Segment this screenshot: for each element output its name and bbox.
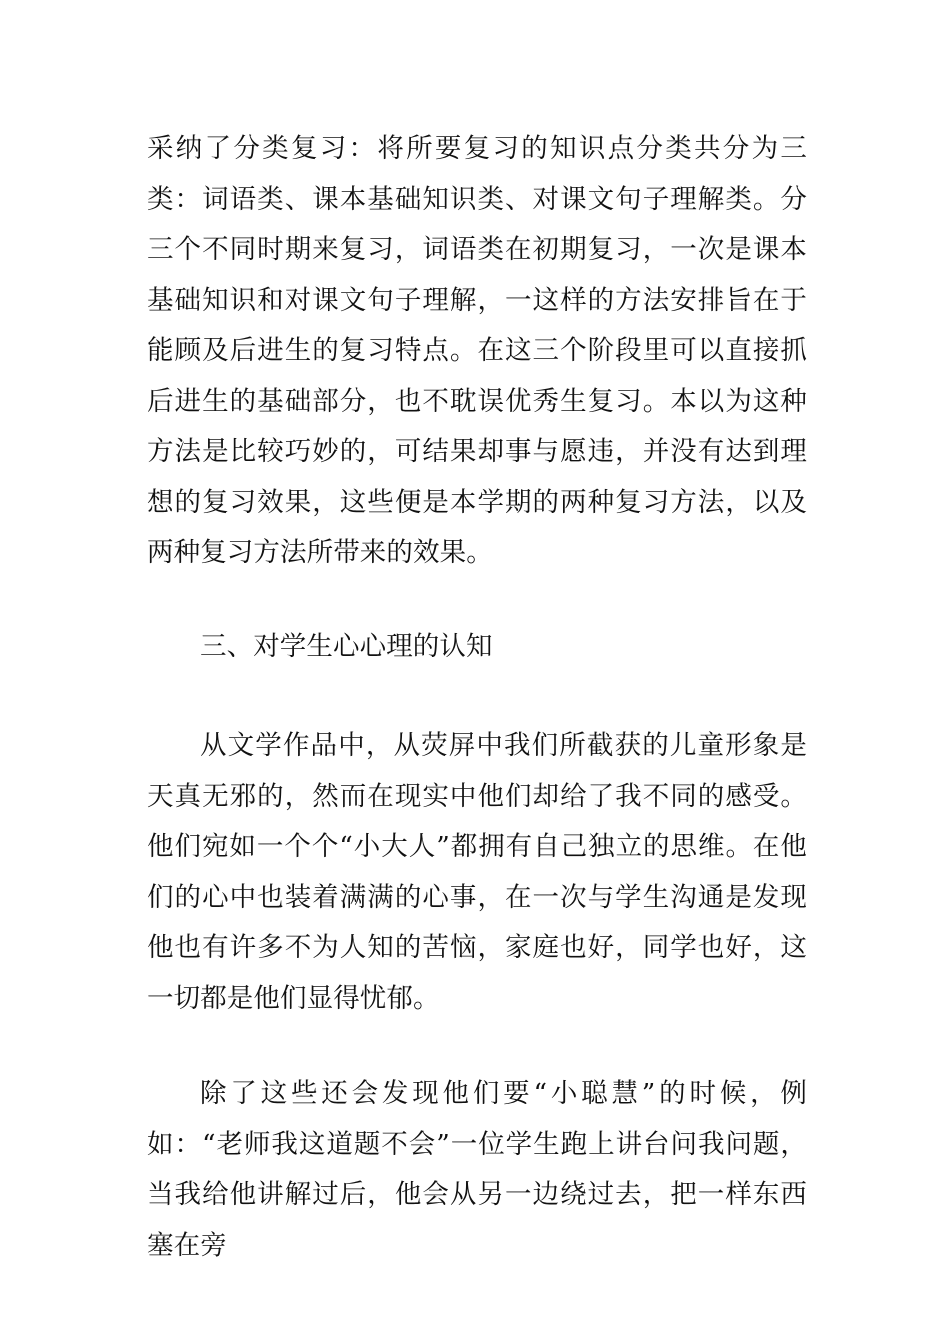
section-heading: 三、对学生心心理的认知	[200, 631, 493, 662]
body-paragraph: 除了这些还会发现他们要“小聪慧”的时候，例如：“老师我这道题不会”一位学生跑上讲台问我问题，当我给他讲解过后，他会从另一边绕过去，把一样东西塞在旁	[147, 1078, 807, 1261]
body-paragraph: 从文学作品中，从荧屏中我们所截获的儿童形象是天真无邪的，然而在现实中他们却给了我不同的感受。他们宛如一个个“小大人”都拥有自己独立的思维。在他们的心中也装着满满的心事，在一次与学生沟通是发现他也有许多不为人知的苦恼，家庭也好，同学也好，这一切都是他们显得忧郁。	[147, 730, 807, 1014]
body-paragraph: 采纳了分类复习：将所要复习的知识点分类共分为三类：词语类、课本基础知识类、对课文句子理解类。分三个不同时期来复习，词语类在初期复习，一次是课本基础知识和对课文句子理解，一这样的方法安排旨在于能顾及后进生的复习特点。在这三个阶段里可以直接抓后进生的基础部分，也不耽误优秀生复习。本以为这种方法是比较巧妙的，可结果却事与愿违，并没有达到理想的复习效果，这些便是本学期的两种复习方法，以及两种复习方法所带来的效果。	[147, 133, 807, 568]
